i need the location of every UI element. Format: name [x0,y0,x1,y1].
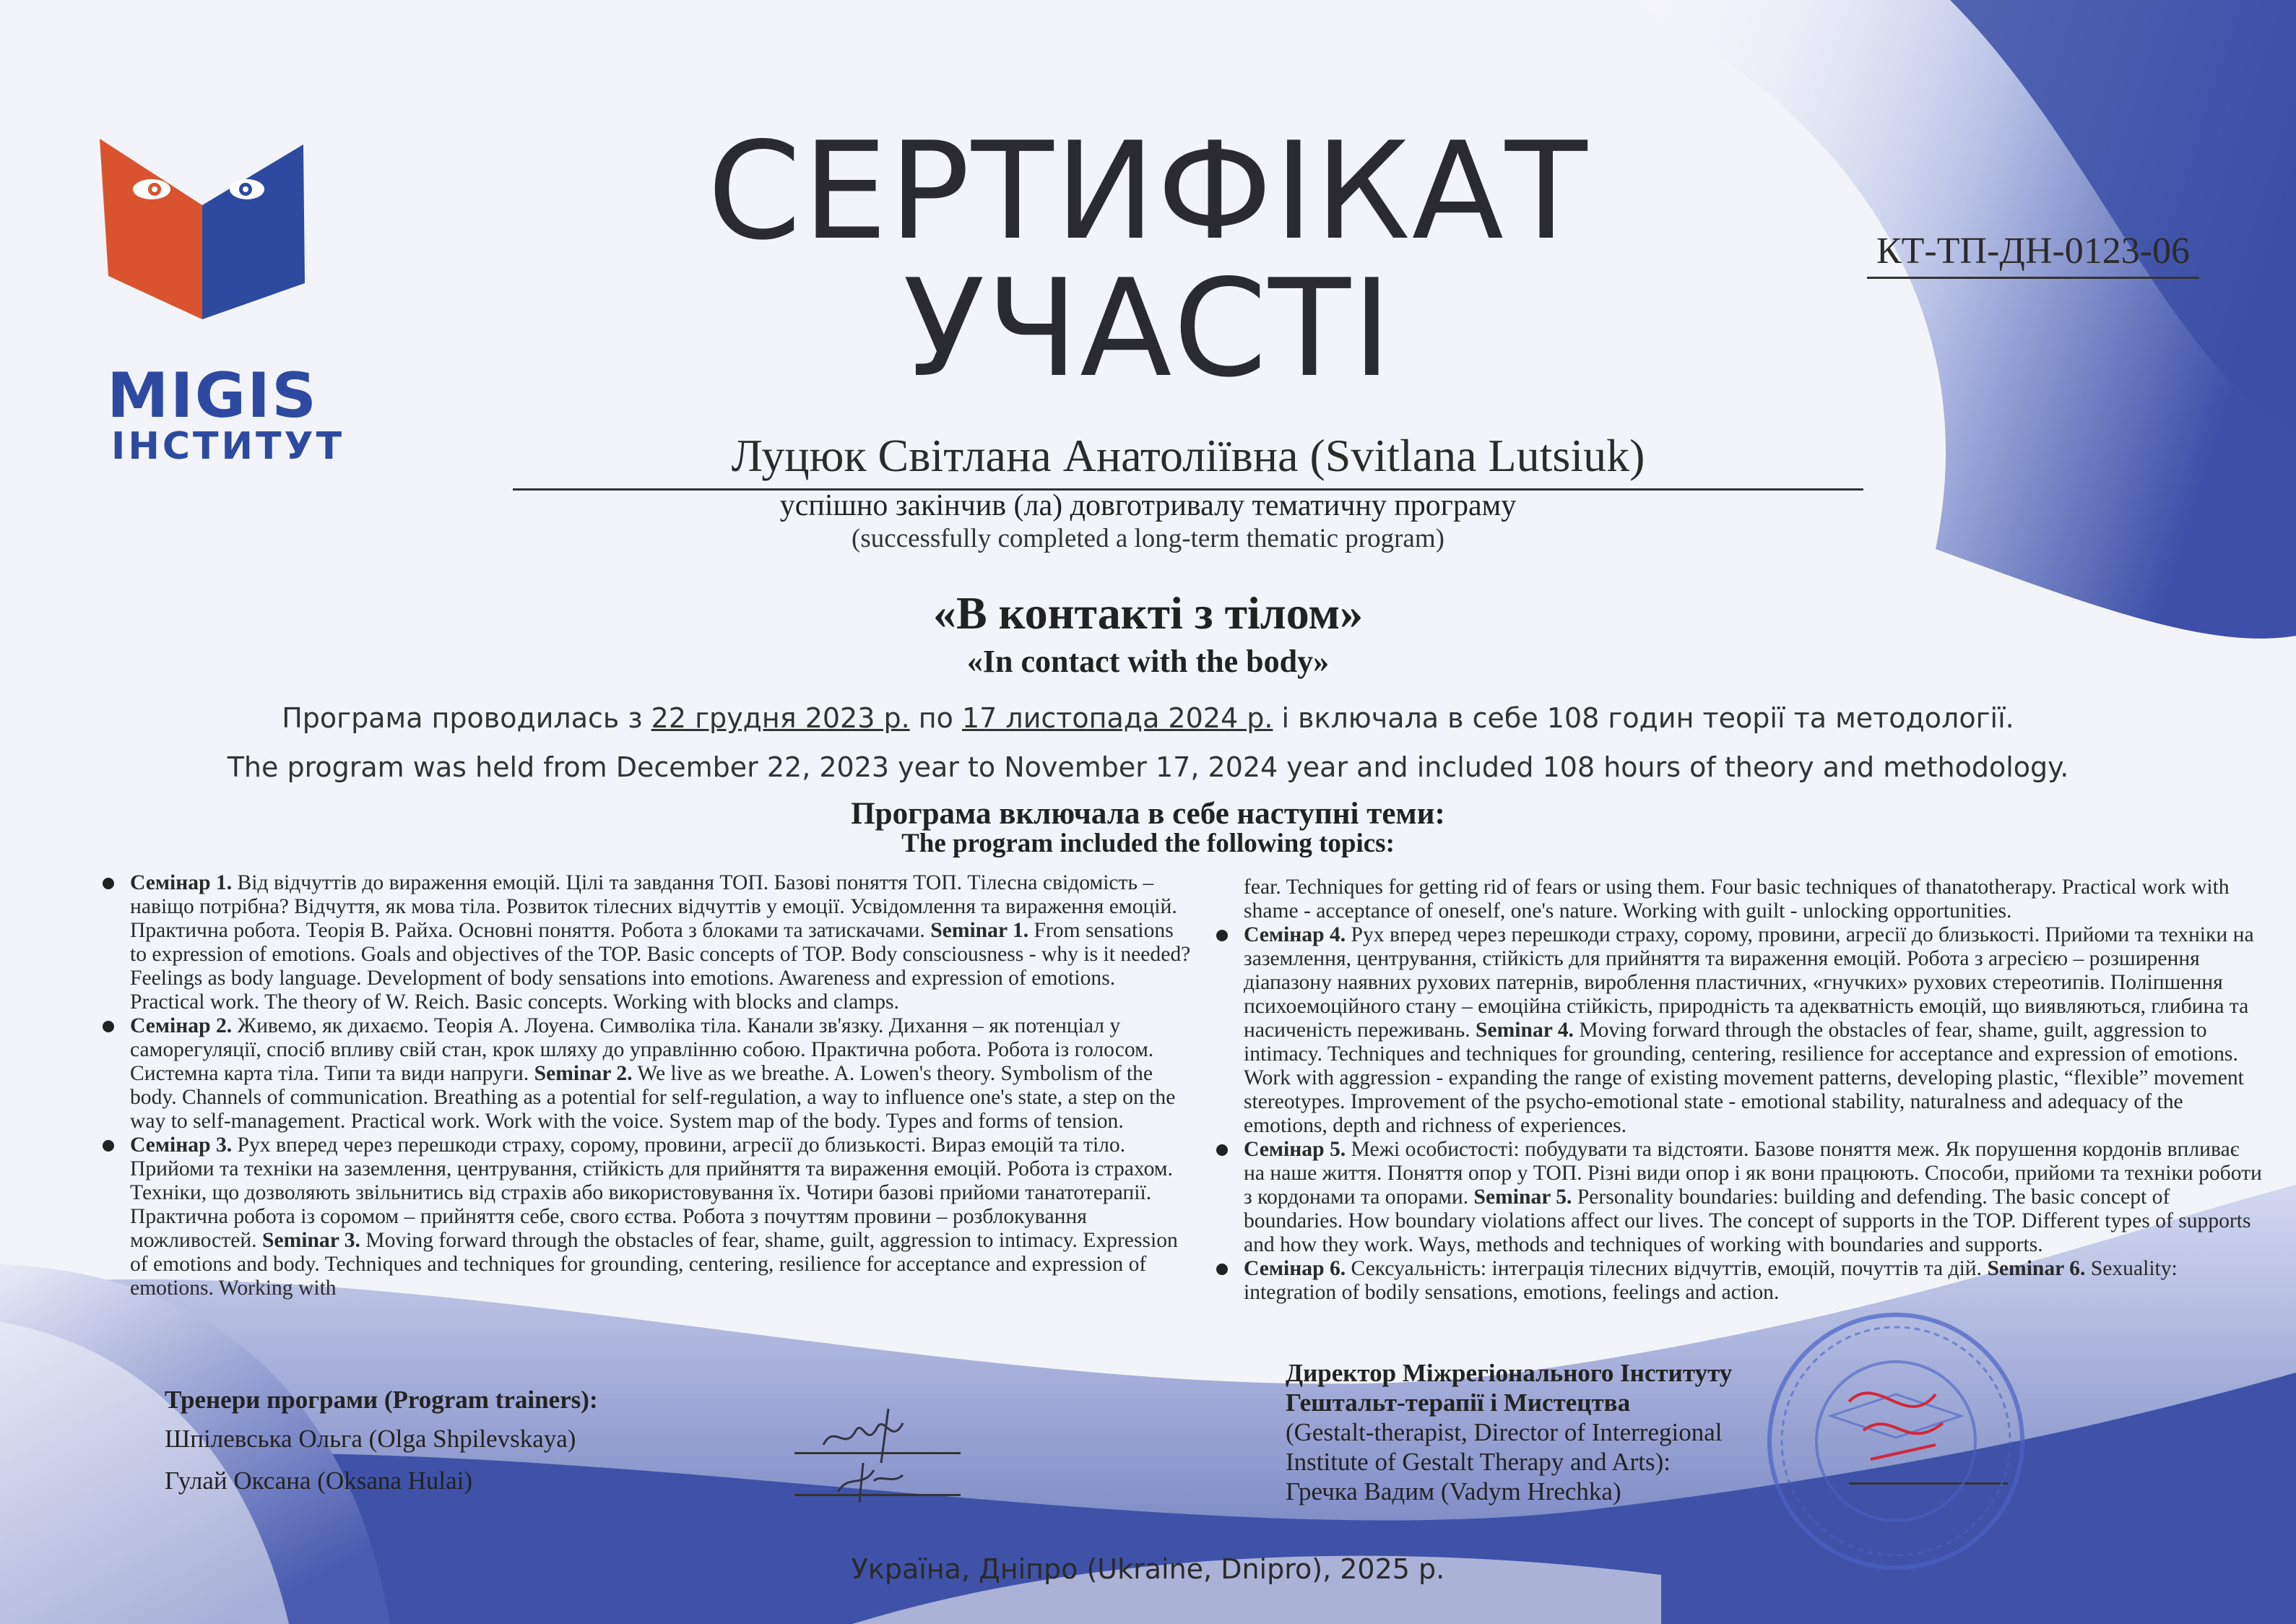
footer-location: Україна, Дніпро (Ukraine, Dnipro), 2025 р. [851,1553,1445,1585]
bullet [1216,930,1228,941]
round-seal-stamp [1762,1308,2029,1575]
director-title-line4: Institute of Gestalt Therapy and Arts): [1286,1448,1671,1476]
date-from: 22 грудня 2023 р. [651,702,910,734]
director-name: Гречка Вадим (Vadym Hrechka) [1286,1477,1621,1506]
topics-column-left [130,871,1192,1300]
trainer-signatures [794,1394,968,1510]
program-dates-ua [0,702,2296,734]
seminar-4: Семінар 4. Рух вперед через перешкоди страху, сорому, провини, агресії до близькості. Прийоми та техніки на заземлення, центрування, стійкість для прийняття та вираження емоцій. Робота з агресією – розширення діапазону наявних рухових патернів, вироблення пластичних, «гнучких» рухових стереотипів. Поліпшення психоемоційного стану – емоційна стійкість, природність та адекватність емоцій, що виявляються, глибина та насиченість переживань. Seminar 4. Moving forward through the obstacles of fear, shame, guilt, aggression to intimacy. Techniques and techniques for grounding, centering, resilience for acceptance and expression of emotions. Work with aggression - expanding the range of existing movement patterns, developing plastic, “flexible” movement stereotypes. Improvement of the psycho-emotional state - emotional stability, naturalness and adequacy of the emotions, depth and richness of experiences. [1244,923,2262,1138]
director-title-line3: (Gestalt-therapist, Director of Interregional [1286,1418,1723,1446]
bullet [1216,1264,1228,1275]
director-block [1286,1358,1732,1506]
seminar-2: Семінар 2. Живемо, як дихаємо. Теорія А. Лоуена. Символіка тіла. Канали зв'язку. Дихання – як потенціал у саморегуляції, спосіб впливу свій стан, крок шляху до управлінню собою. Практична робота. Робота із голосом. Системна карта тіла. Типи та види напруги. Seminar 2. We live as we breathe. A. Lowen's theory. Symbolism of the body. Channels of communication. Breathing as a potential for self-regulation, a way to influence one's state, a step on the way to self-management. Practical work. Work with the voice. System map of the body. Types and forms of tension. [130,1014,1192,1133]
bullet [103,1021,114,1032]
trainer-name-1: Шпілевська Ольга (Olga Shpilevskaya) [165,1425,576,1453]
certificate-code: КТ-ТП-ДН-0123-06 [1867,230,2199,279]
topics-heading-en: The program included the following topics: [901,829,1395,858]
director-title-line2: Гештальт-терапії і Мистецтва [1286,1388,1631,1417]
trainer-name-2: Гулай Оксана (Oksana Hulai) [165,1467,473,1495]
held-text-part2: по [909,702,962,734]
trainers-heading: Тренери програми (Program trainers): [165,1386,598,1414]
seminar-3-continued: fear. Techniques for getting rid of fears or using them. Four basic techniques of thanatotherapy. Practical work with shame - acceptance of oneself, one's nature. Working with guilt - unlocking opportunities. [1244,876,2230,923]
seminar-3: Семінар 3. Рух вперед через перешкоди страху, сорому, провини, агресії до близькості. Вираз емоцій та тіло. Прийоми та техніки на заземлення, центрування, стійкість для прийняття та вираження емоцій. Робота із страхом. Техніки, що дозволяють звільнитись від страхів або використовування їх. Чотири базові прийоми танатотерапії. Практична робота із соромом – прийняття себе, свого єства. Робота з почуттям провини – розблокування можливостей. Seminar 3. Moving forward through the obstacles of fear, shame, guilt, aggression to intimacy. Expression of emotions and body. Techniques and techniques for grounding, centering, resilience for acceptance and expression of emotions. Working with [130,1133,1192,1300]
held-text-part1: Програма проводилась з [282,702,651,734]
bullet [1216,1144,1228,1156]
seminar-1: Семінар 1. Від відчуттів до вираження емоцій. Цілі та завдання ТОП. Базові поняття ТОП. Тілесна свідомість – навіщо потрібна? Відчуття, як мова тіла. Розвиток тілесних відчуттів у емоції. Усвідомлення та вираження емоцій. Практична робота. Теорія В. Райха. Основні поняття. Робота з блоками та затискачами. Seminar 1. From sensations to expression of emotions. Goals and objectives of the TOP. Basic concepts of TOP. Body consciousness - why is it needed? Feelings as body language. Development of body sensations into emotions. Awareness and expression of emotions. Practical work. The theory of W. Reich. Basic concepts. Working with blocks and clamps. [130,871,1192,1014]
seminar-6: Семінар 6. Сексуальність: інтеграція тілесних відчуттів, емоцій, почуттів та дій. Seminar 6. Sexuality: integration of bodily sensations, emotions, feelings and action. [1244,1257,2262,1305]
program-dates-en: The program was held from December 22, 2023 year to November 17, 2024 year and included 108 hours of theory and methodology. [227,751,2069,783]
director-title-line1: Директор Міжрегіонального Інституту [1286,1359,1733,1387]
completed-text-ua: успішно закінчив (ла) довготривалу тематичну програму [779,489,1517,522]
certificate-title-line1: СЕРТИФІКАТ [707,113,1589,269]
topics-heading-ua: Програма включала в себе наступні теми: [851,797,1445,831]
program-title-ua: «В контакті з тілом» [932,587,1364,639]
seminar-5: Семінар 5. Межі особистості: побудувати та відстояти. Базове поняття меж. Як порушення кордонів впливає на наше життя. Поняття опор у ТОП. Різні види опор і як вони працюють. Способи, прийоми та техніки роботи з кордонами та опорами. Seminar 5. Personality boundaries: building and defending. The basic concept of boundaries. How boundary violations affect our lives. The concept of supports in the TOP. Different types of supports and how they work. Ways, methods and techniques of working with boundaries and supports. [1244,1138,2262,1257]
program-title-en: «In contact with the body» [966,644,1330,679]
certificate-title-line2: УЧАСТІ [903,250,1393,407]
bullet [103,1140,114,1152]
logo-text-institute: ІНСТИТУТ [111,425,345,468]
held-text-part3: і включала в себе 108 годин теорії та методології. [1273,702,2014,734]
date-to: 17 листопада 2024 р. [961,702,1273,734]
bullet [103,878,114,889]
recipient-name: Луцюк Світлана Анатоліївна (Svitlana Lutsiuk) [513,429,1863,491]
topics-column-right [1244,876,2262,1305]
logo-text-migis: MIGIS [107,360,319,432]
completed-text-en: (successfully completed a long-term thematic program) [852,524,1444,553]
